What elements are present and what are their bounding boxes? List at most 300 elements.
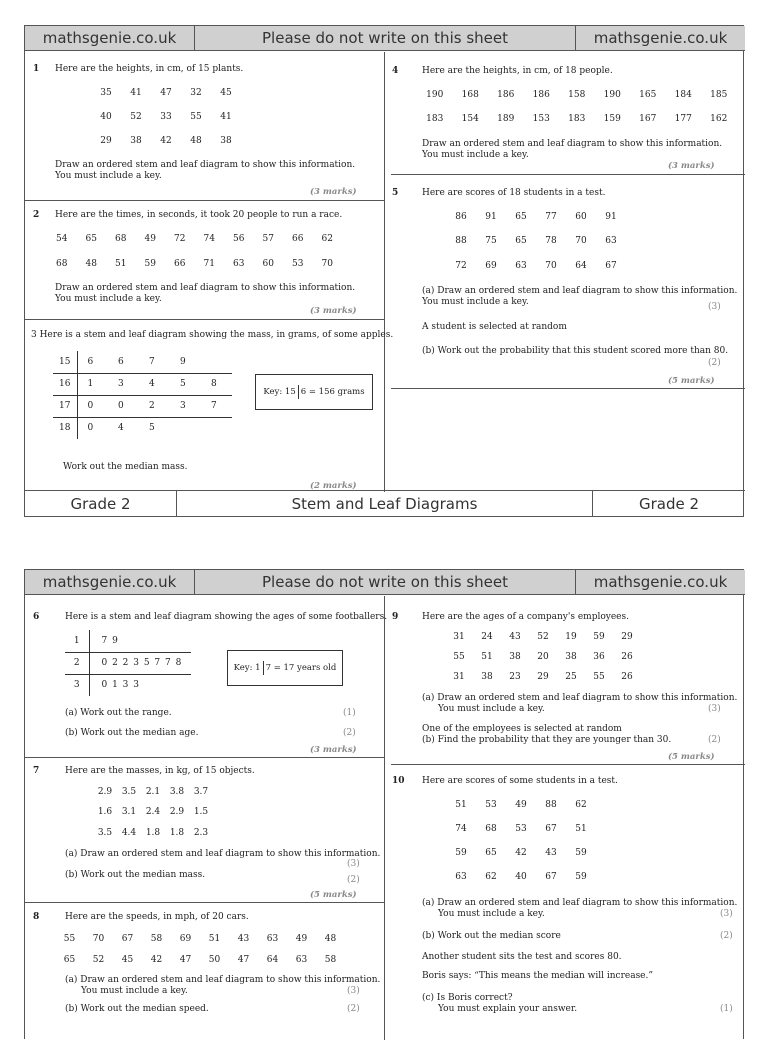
data-value: 70	[92, 934, 105, 944]
q4-instruction: Draw an ordered stem and leaf diagram to show this information.	[422, 139, 723, 149]
q10-part-c-marks: (1)	[720, 1004, 733, 1014]
data-value: 48	[85, 259, 97, 269]
q10-data-row	[446, 872, 596, 882]
q5-marks: (5 marks)	[668, 376, 715, 386]
q6-marks: (3 marks)	[310, 745, 357, 755]
q1-text: Here are the heights, in cm, of 15 plants.	[55, 64, 244, 74]
data-value: 59	[575, 872, 587, 882]
q9-part-b-marks: (2)	[708, 735, 721, 745]
q9-part-a: (a) Draw an ordered stem and leaf diagram to show this information.	[422, 693, 738, 703]
q4-rule	[391, 174, 745, 175]
q2-text: Here are the times, in seconds, it took 20 people to run a race.	[55, 210, 343, 220]
leaf-cell: 2	[139, 395, 170, 417]
data-value: 59	[144, 259, 156, 269]
q2-data-row	[47, 234, 342, 244]
data-value: 53	[485, 800, 497, 810]
q2-rule	[25, 319, 384, 320]
q7-part-a: (a) Draw an ordered stem and leaf diagram to show this information.	[65, 849, 381, 859]
data-value: 24	[481, 632, 493, 642]
leaf-cell: 9	[170, 351, 201, 373]
data-value: 66	[174, 259, 186, 269]
data-value: 78	[545, 236, 557, 246]
data-value: 52	[537, 632, 549, 642]
data-value: 3.5	[121, 787, 137, 797]
data-value: 2.3	[193, 828, 209, 838]
data-value: 48	[190, 136, 202, 146]
q7-rule	[25, 902, 384, 903]
q10-part-b: (b) Work out the median score	[422, 931, 561, 941]
data-value: 53	[292, 259, 304, 269]
data-value: 68	[56, 259, 68, 269]
leaf-cell	[170, 417, 201, 439]
data-value: 60	[575, 212, 587, 222]
stem-leaf-row	[65, 630, 191, 652]
q3-instruction: Work out the median mass.	[63, 462, 188, 472]
q4-data-row	[417, 90, 737, 100]
q5-data-row	[446, 212, 626, 222]
data-value: 3.5	[97, 828, 113, 838]
data-value: 63	[515, 261, 527, 271]
data-value: 88	[545, 800, 557, 810]
q3-marks: (2 marks)	[310, 481, 357, 491]
data-value: 52	[92, 955, 105, 965]
q5-part-a-key: You must include a key.	[422, 297, 529, 307]
data-value: 40	[100, 112, 112, 122]
q5-part-b-marks: (2)	[708, 358, 721, 368]
q10-data-row	[446, 824, 596, 834]
q9-data-row	[445, 632, 641, 642]
q6-text: Here is a stem and leaf diagram showing the ages of some footballers.	[65, 612, 388, 622]
data-value: 69	[179, 934, 192, 944]
data-value: 38	[565, 652, 577, 662]
leaf-cell: 6	[77, 351, 108, 373]
data-value: 91	[485, 212, 497, 222]
q6-rule	[25, 757, 384, 758]
data-value: 52	[130, 112, 142, 122]
data-value: 25	[565, 672, 577, 682]
q6-key-prefix: Key: 1	[233, 663, 261, 673]
q10-part-a: (a) Draw an ordered stem and leaf diagram to show this information.	[422, 898, 738, 908]
q5-part-b: (b) Work out the probability that this student scored more than 80.	[422, 346, 729, 356]
q9-part-a-marks: (3)	[708, 704, 721, 714]
data-value: 55	[63, 934, 76, 944]
q7-part-b-marks: (2)	[347, 875, 360, 885]
data-value: 47	[179, 955, 192, 965]
data-value: 190	[426, 90, 444, 100]
data-value: 183	[568, 114, 586, 124]
q5-data-row	[446, 236, 626, 246]
q7-part-b: (b) Work out the median mass.	[65, 870, 206, 880]
data-value: 1.6	[97, 807, 113, 817]
data-value: 54	[56, 234, 68, 244]
data-value: 32	[190, 88, 202, 98]
q4-text: Here are the heights, in cm, of 18 people.	[422, 66, 613, 76]
q6-key-suffix: 7 = 17 years old	[265, 663, 337, 673]
data-value: 43	[545, 848, 557, 858]
leaf-cell: 4	[118, 423, 124, 434]
leaf-cell: 8	[201, 373, 232, 395]
q8-part-b: (b) Work out the median speed.	[65, 1004, 209, 1014]
worksheet-page-1	[24, 25, 744, 517]
header-notice: Please do not write on this sheet	[195, 26, 576, 51]
q1-key-instruction: You must include a key.	[55, 171, 162, 181]
leaf-cell: 3	[108, 373, 139, 395]
data-value: 64	[266, 955, 279, 965]
data-value: 62	[321, 234, 333, 244]
data-value: 35	[100, 88, 112, 98]
data-value: 42	[150, 955, 163, 965]
q10-number: 10	[392, 776, 405, 786]
data-value: 68	[115, 234, 127, 244]
data-value: 51	[481, 652, 493, 662]
data-value: 49	[515, 800, 527, 810]
q6-part-a: (a) Work out the range.	[65, 708, 172, 718]
data-value: 65	[515, 212, 527, 222]
stem-leaf-row	[53, 395, 232, 417]
data-value: 3.1	[121, 807, 137, 817]
q1-instruction: Draw an ordered stem and leaf diagram to show this information.	[55, 160, 356, 170]
data-value: 159	[603, 114, 621, 124]
stem-cell: 1	[65, 630, 89, 652]
data-value: 26	[621, 672, 633, 682]
q8-part-b-marks: (2)	[347, 1004, 360, 1014]
data-value: 72	[455, 261, 467, 271]
q7-data-row	[93, 828, 213, 838]
data-value: 62	[485, 872, 497, 882]
data-value: 38	[130, 136, 142, 146]
q6-part-b: (b) Work out the median age.	[65, 728, 199, 738]
footer-topic: Stem and Leaf Diagrams	[177, 490, 593, 516]
q9-marks: (5 marks)	[668, 752, 715, 762]
data-value: 70	[575, 236, 587, 246]
q1-number: 1	[33, 64, 40, 74]
data-value: 63	[455, 872, 467, 882]
q2-number: 2	[33, 210, 40, 220]
data-value: 168	[461, 90, 479, 100]
q7-number: 7	[33, 766, 40, 776]
data-value: 153	[532, 114, 550, 124]
data-value: 74	[455, 824, 467, 834]
data-value: 71	[203, 259, 215, 269]
data-value: 60	[262, 259, 274, 269]
stem-leaf-row	[53, 417, 232, 439]
q2-marks: (3 marks)	[310, 306, 357, 316]
q9-data-row	[445, 672, 641, 682]
data-value: 42	[515, 848, 527, 858]
data-value: 190	[603, 90, 621, 100]
data-value: 58	[150, 934, 163, 944]
data-value: 23	[509, 672, 521, 682]
leaf-cell	[201, 351, 232, 373]
q1-marks: (3 marks)	[310, 187, 357, 197]
data-value: 29	[100, 136, 112, 146]
stem-cell: 2	[65, 652, 89, 674]
stem-leaf-row	[65, 652, 191, 674]
data-value: 36	[593, 652, 605, 662]
q6-key-box	[227, 650, 343, 686]
data-value: 67	[545, 824, 557, 834]
footer-grade-left: Grade 2	[25, 490, 177, 516]
data-value: 167	[639, 114, 657, 124]
q8-number: 8	[33, 912, 40, 922]
q3-key-box	[255, 374, 373, 410]
data-value: 41	[130, 88, 142, 98]
q9-text: Here are the ages of a company's employees.	[422, 612, 629, 622]
data-value: 63	[266, 934, 279, 944]
q9-part-b: (b) Find the probability that they are younger than 30.	[422, 735, 672, 745]
data-value: 48	[324, 934, 337, 944]
data-value: 29	[621, 632, 633, 642]
data-value: 91	[605, 212, 617, 222]
q9-number: 9	[392, 612, 399, 622]
data-value: 74	[203, 234, 215, 244]
data-value: 1.8	[169, 828, 185, 838]
q10-part-c: (c) Is Boris correct?	[422, 993, 513, 1003]
q5-part-a-marks: (3)	[708, 302, 721, 312]
leaf-cell: 6	[108, 351, 139, 373]
header-site-right: mathsgenie.co.uk	[576, 570, 745, 595]
data-value: 49	[144, 234, 156, 244]
footer-grade-right: Grade 2	[593, 490, 745, 516]
q2-data-row	[47, 259, 342, 269]
header-notice: Please do not write on this sheet	[195, 570, 576, 595]
q7-part-a-marks: (3)	[347, 859, 360, 869]
leaf-cell: 0 1 3 3	[101, 680, 140, 691]
data-value: 4.4	[121, 828, 137, 838]
q4-marks: (3 marks)	[668, 161, 715, 171]
worksheet-page-2	[24, 569, 744, 1039]
data-value: 51	[455, 800, 467, 810]
data-value: 58	[324, 955, 337, 965]
data-value: 67	[545, 872, 557, 882]
data-value: 2.9	[97, 787, 113, 797]
data-value: 45	[121, 955, 134, 965]
q10-data-row	[446, 848, 596, 858]
data-value: 38	[481, 672, 493, 682]
leaf-cell	[201, 417, 232, 439]
q8-part-a: (a) Draw an ordered stem and leaf diagram to show this information.	[65, 975, 381, 985]
data-value: 63	[233, 259, 245, 269]
data-value: 43	[509, 632, 521, 642]
q5-text: Here are scores of 18 students in a test.	[422, 188, 606, 198]
q5-random-selection: A student is selected at random	[422, 322, 567, 332]
data-value: 56	[233, 234, 245, 244]
q1-rule	[25, 200, 384, 201]
q5-part-a: (a) Draw an ordered stem and leaf diagram to show this information.	[422, 286, 738, 296]
data-value: 62	[575, 800, 587, 810]
q10-text: Here are scores of some students in a test.	[422, 776, 618, 786]
q3-key-prefix: Key: 15	[263, 387, 296, 397]
column-divider	[384, 52, 385, 492]
data-value: 158	[568, 90, 586, 100]
q8-part-a-key: You must include a key.	[81, 986, 188, 996]
q8-part-a-marks: (3)	[347, 986, 360, 996]
data-value: 67	[121, 934, 134, 944]
q5-rule	[391, 388, 745, 389]
q5-number: 5	[392, 188, 399, 198]
stem-leaf-row	[53, 351, 232, 373]
leaf-cell: 3	[170, 395, 201, 417]
header-site-right: mathsgenie.co.uk	[576, 26, 745, 51]
data-value: 162	[710, 114, 728, 124]
data-value: 41	[220, 112, 232, 122]
data-value: 189	[497, 114, 515, 124]
q4-key-instruction: You must include a key.	[422, 150, 529, 160]
data-value: 63	[605, 236, 617, 246]
q3-key-suffix: 6 = 156 grams	[300, 387, 365, 397]
data-value: 43	[237, 934, 250, 944]
data-value: 65	[485, 848, 497, 858]
q2-instruction: Draw an ordered stem and leaf diagram to show this information.	[55, 283, 356, 293]
q9-part-a-key: You must include a key.	[438, 704, 545, 714]
data-value: 47	[237, 955, 250, 965]
leaf-cell: 7	[201, 395, 232, 417]
data-value: 42	[160, 136, 172, 146]
data-value: 3.7	[193, 787, 209, 797]
leaf-cell: 5	[149, 423, 155, 434]
q10-part-b-marks: (2)	[720, 931, 733, 941]
q7-data-row	[93, 787, 213, 797]
data-value: 33	[160, 112, 172, 122]
q2-key-instruction: You must include a key.	[55, 294, 162, 304]
q10-part-c-explain: You must explain your answer.	[438, 1004, 578, 1014]
q8-data-row	[55, 934, 345, 944]
data-value: 72	[174, 234, 186, 244]
data-value: 67	[605, 261, 617, 271]
leaf-cell: 0	[87, 423, 94, 434]
q1-data-row	[91, 136, 241, 146]
stem-leaf-row	[65, 674, 191, 696]
q7-text: Here are the masses, in kg, of 15 objects.	[65, 766, 255, 776]
q3-stem-leaf-table	[53, 351, 232, 439]
stem-leaf-row	[53, 373, 232, 395]
data-value: 26	[621, 652, 633, 662]
data-value: 20	[537, 652, 549, 662]
data-value: 51	[575, 824, 587, 834]
data-value: 50	[208, 955, 221, 965]
data-value: 31	[453, 632, 465, 642]
q7-marks: (5 marks)	[310, 890, 357, 900]
q9-rule	[391, 764, 745, 765]
leaf-cell: 1	[77, 373, 108, 395]
leaf-cell: 7 9	[89, 630, 191, 652]
data-value: 64	[575, 261, 587, 271]
data-value: 38	[509, 652, 521, 662]
data-value: 47	[160, 88, 172, 98]
data-value: 186	[532, 90, 550, 100]
data-value: 68	[485, 824, 497, 834]
header-site-left: mathsgenie.co.uk	[25, 26, 195, 51]
data-value: 49	[295, 934, 308, 944]
data-value: 88	[455, 236, 467, 246]
data-value: 65	[63, 955, 76, 965]
leaf-cell: 5	[170, 373, 201, 395]
data-value: 53	[515, 824, 527, 834]
data-value: 2.4	[145, 807, 161, 817]
data-value: 3.8	[169, 787, 185, 797]
q10-another-student: Another student sits the test and scores 80.	[422, 952, 622, 962]
stem-cell: 17	[53, 395, 77, 417]
data-value: 40	[515, 872, 527, 882]
leaf-cell: 4	[139, 373, 170, 395]
q9-random-selection: One of the employees is selected at random	[422, 724, 622, 734]
leaf-cell: 0 2 2 3 5 7 7 8	[89, 652, 191, 674]
data-value: 77	[545, 212, 557, 222]
data-value: 59	[593, 632, 605, 642]
data-value: 31	[453, 672, 465, 682]
data-value: 65	[85, 234, 97, 244]
data-value: 19	[565, 632, 577, 642]
data-value: 63	[295, 955, 308, 965]
data-value: 2.9	[169, 807, 185, 817]
q4-data-row	[417, 114, 737, 124]
stem-cell: 15	[53, 351, 77, 373]
q1-data-row	[91, 88, 241, 98]
data-value: 70	[321, 259, 333, 269]
q1-data-row	[91, 112, 241, 122]
leaf-cell: 7	[139, 351, 170, 373]
data-value: 183	[426, 114, 444, 124]
stem-cell: 16	[53, 373, 77, 395]
data-value: 59	[575, 848, 587, 858]
q7-data-row	[93, 807, 213, 817]
data-value: 38	[220, 136, 232, 146]
data-value: 59	[455, 848, 467, 858]
q8-data-row	[55, 955, 345, 965]
q10-part-a-key: You must include a key.	[438, 909, 545, 919]
q5-data-row	[446, 261, 626, 271]
data-value: 186	[497, 90, 515, 100]
leaf-cell: 0	[77, 395, 108, 417]
data-value: 165	[639, 90, 657, 100]
header-site-left: mathsgenie.co.uk	[25, 570, 195, 595]
q10-boris-quote: Boris says: “This means the median will increase.”	[422, 971, 653, 981]
data-value: 1.5	[193, 807, 209, 817]
stem-cell: 18	[53, 417, 77, 439]
q6-part-b-marks: (2)	[343, 728, 356, 738]
data-value: 55	[453, 652, 465, 662]
q10-data-row	[446, 800, 596, 810]
data-value: 69	[485, 261, 497, 271]
leaf-cell: 0	[108, 395, 139, 417]
q6-stem-leaf-table	[65, 630, 191, 696]
data-value: 29	[537, 672, 549, 682]
q9-data-row	[445, 652, 641, 662]
q8-text: Here are the speeds, in mph, of 20 cars.	[65, 912, 249, 922]
data-value: 57	[262, 234, 274, 244]
q6-number: 6	[33, 612, 40, 622]
data-value: 55	[593, 672, 605, 682]
data-value: 2.1	[145, 787, 161, 797]
column-divider	[384, 596, 385, 1040]
q10-part-a-marks: (3)	[720, 909, 733, 919]
data-value: 70	[545, 261, 557, 271]
data-value: 177	[674, 114, 692, 124]
data-value: 1.8	[145, 828, 161, 838]
q3-text: 3 Here is a stem and leaf diagram showing the mass, in grams, of some apples.	[31, 330, 394, 340]
data-value: 86	[455, 212, 467, 222]
stem-cell: 3	[65, 674, 89, 696]
data-value: 75	[485, 236, 497, 246]
data-value: 66	[292, 234, 304, 244]
data-value: 65	[515, 236, 527, 246]
data-value: 185	[710, 90, 728, 100]
q4-number: 4	[392, 66, 399, 76]
data-value: 51	[208, 934, 221, 944]
q6-part-a-marks: (1)	[343, 708, 356, 718]
data-value: 45	[220, 88, 232, 98]
data-value: 184	[674, 90, 692, 100]
